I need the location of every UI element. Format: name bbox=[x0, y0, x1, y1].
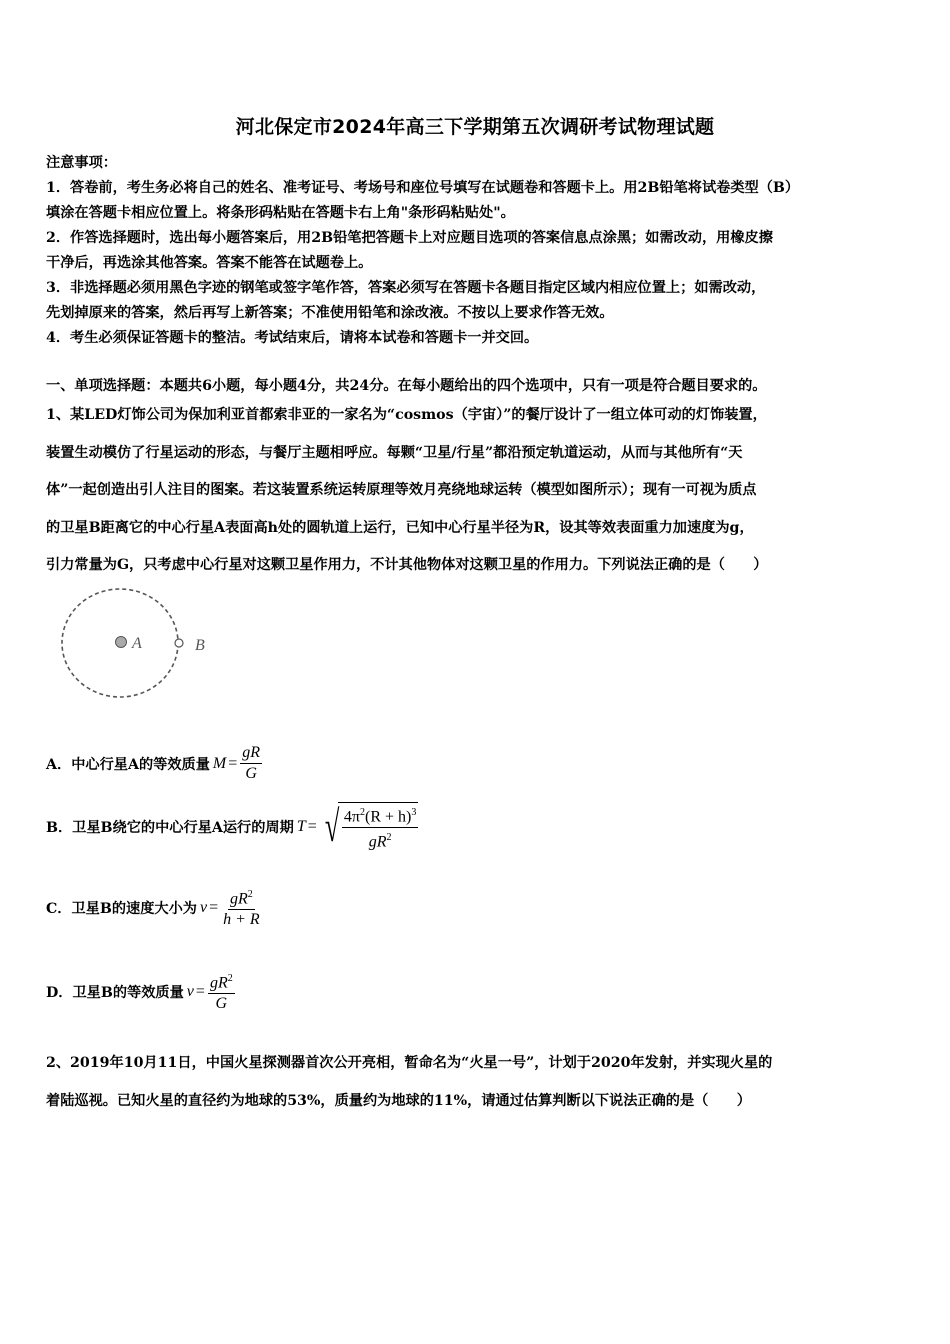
formula-denominator: h + R bbox=[223, 911, 260, 929]
formula-lhs: v bbox=[186, 982, 194, 1000]
option-b[interactable] bbox=[46, 802, 418, 852]
option-a-formula: M = $\frac{gR}{G}$ bbox=[212, 744, 261, 782]
option-c[interactable] bbox=[46, 886, 262, 929]
orbit-diagram bbox=[58, 586, 228, 706]
notice-line: 2．作答选择题时，选出每小题答案后，用2B铅笔把答题卡上对应题目选项的答案信息点涂黑；如需改动，用橡皮擦 bbox=[46, 230, 773, 246]
notice-heading: 注意事项： bbox=[46, 155, 117, 171]
question-1-stem bbox=[46, 397, 906, 585]
notice-line: 1．答卷前，考生务必将自己的姓名、准考证号、考场号和座位号填写在试题卷和答题卡上。用2B铅笔将试卷类型（B） bbox=[46, 180, 800, 196]
notice-line: 干净后，再选涂其他答案。答案不能答在试题卷上。 bbox=[46, 255, 373, 271]
label-b: B bbox=[195, 637, 205, 654]
formula-lhs: T bbox=[296, 818, 306, 835]
question-line: 装置生动模仿了行星运动的形态，与餐厅主题相呼应。每颗“卫星/行星”都沿预定轨道运动，从而与其他所有“天 bbox=[46, 444, 743, 461]
question-line: 体”一起创造出引人注目的图案。若这装置系统运转原理等效月亮绕地球运转（模型如图所示）；现有一可视为质点 bbox=[46, 482, 757, 498]
question-line: 1、某LED灯饰公司为保加利亚首都索非亚的一家名为“cosmos（宇宙）”的餐厅设计了一组立体可动的灯饰装置， bbox=[46, 407, 767, 423]
formula-numerator-part: (R + h) bbox=[364, 808, 412, 825]
satellite-b bbox=[175, 639, 183, 647]
formula-denominator: G bbox=[215, 995, 228, 1013]
planet-a bbox=[116, 637, 127, 648]
option-d[interactable] bbox=[46, 970, 235, 1013]
option-a[interactable] bbox=[46, 744, 262, 783]
formula-numerator: gR bbox=[240, 744, 262, 764]
formula-exponent: 2 bbox=[386, 832, 392, 843]
option-b-formula: T = √ $\frac{4\pi^2(R + h)^3}{gR^2}$ bbox=[296, 802, 417, 851]
formula-lhs: v bbox=[199, 898, 208, 916]
option-c-formula: v = $\frac{gR^2}{h + R}$ bbox=[200, 886, 262, 929]
formula-exponent: 2 bbox=[247, 889, 253, 900]
question-line: 着陆巡视。已知火星的直径约为地球的53%，质量约为地球的11%，请通过估算判断以下说法正确的是（ ） bbox=[46, 1092, 751, 1109]
formula-numerator: 4π bbox=[343, 808, 360, 825]
formula-lhs: M bbox=[212, 754, 227, 772]
option-c-text: C．卫星B的速度大小为 bbox=[46, 900, 197, 917]
question-line: 引力常量为G，只考虑中心行星对这颗卫星作用力，不计其他物体对这颗卫星的作用力。下列说法正确的是（ ） bbox=[46, 557, 768, 573]
notice-line: 4．考生必须保证答题卡的整洁。考试结束后，请将本试卷和答题卡一并交回。 bbox=[46, 330, 539, 346]
formula-exponent: 2 bbox=[227, 973, 233, 984]
page-title: 河北保定市2024年高三下学期第五次调研考试物理试题 bbox=[235, 116, 715, 138]
formula-exponent: 2 bbox=[359, 806, 365, 818]
notice-block bbox=[46, 151, 906, 351]
formula-exponent: 3 bbox=[411, 806, 417, 818]
notice-line: 填涂在答题卡相应位置上。将条形码粘贴在答题卡右上角"条形码粘贴处"。 bbox=[46, 205, 515, 221]
question-2-stem bbox=[46, 1045, 906, 1120]
option-a-text: A．中心行星A的等效质量 bbox=[46, 756, 210, 773]
label-a: A bbox=[132, 635, 142, 652]
question-line: 的卫星B距离它的中心行星A表面高h处的圆轨道上运行，已知中心行星半径为R，设其等效表面重力加速度为g， bbox=[46, 519, 754, 536]
notice-line: 先划掉原来的答案，然后再写上新答案；不准使用铅笔和涂改液。不按以上要求作答无效。 bbox=[46, 305, 614, 321]
option-d-text: D．卫星B的等效质量 bbox=[46, 984, 184, 1001]
option-b-text: B．卫星B绕它的中心行星A运行的周期 bbox=[46, 820, 294, 836]
formula-numerator: gR bbox=[230, 890, 248, 908]
formula-denominator: gR bbox=[368, 833, 387, 851]
option-d-formula: v = $\frac{gR^2}{G}$ bbox=[187, 970, 235, 1013]
formula-denominator: G bbox=[245, 765, 257, 782]
question-line: 2、2019年10月11日，中国火星探测器首次公开亮相，暂命名为“火星一号”，计划于2020年发射，并实现火星的 bbox=[46, 1055, 773, 1071]
section-header: 一、单项选择题：本题共6小题，每小题4分，共24分。在每小题给出的四个选项中，只有一项是符合题目要求的。 bbox=[46, 378, 767, 394]
formula-numerator: gR bbox=[209, 974, 228, 992]
notice-line: 3．非选择题必须用黑色字迹的钢笔或签字笔作答，答案必须写在答题卡各题目指定区域内相应位置上；如需改动， bbox=[46, 280, 766, 296]
